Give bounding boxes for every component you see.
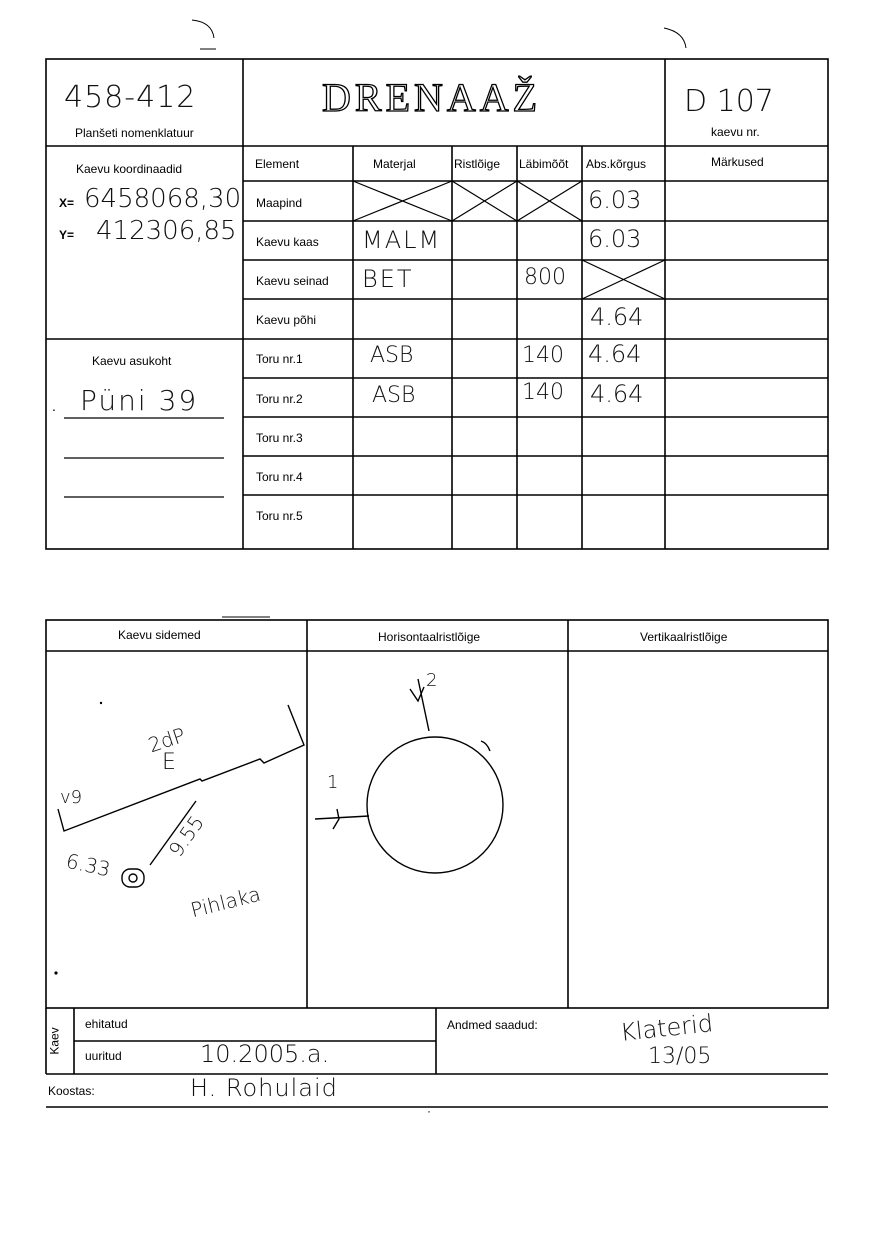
kaev-group-label: Kaev: [47, 1027, 62, 1055]
data-source-value-2: 13/05: [648, 1044, 712, 1069]
row-label-toru-3: Toru nr.3: [256, 431, 303, 445]
page-title: DRENAAŽ: [322, 75, 542, 120]
x-prefix: X=: [59, 196, 75, 210]
sketch-street: Pihlaka: [188, 881, 264, 923]
col-label-sidemed: Kaevu sidemed: [118, 628, 201, 642]
sketch-dim-well: 6.33: [63, 848, 113, 882]
col-header-markused: Märkused: [711, 155, 764, 169]
uuritud-value: 10.2005.a.: [200, 1040, 330, 1068]
sketch-dim-top: 2dP: [145, 722, 189, 758]
toru-1-abs: 4.64: [588, 340, 642, 368]
data-source-value-1: Klaterid: [618, 1009, 715, 1047]
row-label-kaevu-pohi: Kaevu põhi: [256, 313, 317, 327]
row-label-kaevu-seinad: Kaevu seinad: [256, 274, 329, 288]
pipe-2-label: 2: [426, 670, 438, 691]
coordinates-label: Kaevu koordinaadid: [76, 162, 183, 176]
location-address: Püni 39: [80, 384, 199, 417]
toru-2-abs: 4.64: [590, 380, 644, 408]
toru-2-materjal: ASB: [372, 383, 416, 408]
toru-1-labimoot: 140: [522, 343, 564, 368]
col-label-horisontaal: Horisontaalristlõige: [378, 630, 481, 644]
sheet-label: Planšeti nomenklatuur: [75, 126, 194, 140]
row-label-toru-2: Toru nr.2: [256, 392, 303, 406]
stray-dot: ·: [427, 1104, 431, 1118]
location-bullet: .: [52, 398, 56, 414]
horizontal-section-drawing: [307, 651, 568, 1008]
col-header-materjal: Materjal: [373, 157, 416, 171]
sketch-dim-left: v9: [60, 787, 83, 808]
kaevu-kaas-materjal: MALM: [362, 226, 442, 254]
col-header-abs-korgus: Abs.kõrgus: [586, 157, 647, 171]
y-value: 412306,85: [96, 216, 237, 246]
well-number: D 107: [684, 84, 774, 119]
x-value: 6458068,30: [84, 184, 242, 214]
kaevu-seinad-labimoot: 800: [524, 265, 566, 290]
koostas-value: H. Rohulaid: [190, 1074, 338, 1102]
col-header-ristloige: Ristlõige: [454, 157, 501, 171]
uuritud-label: uuritud: [85, 1049, 122, 1063]
col-label-vertikaal: Vertikaalristlõige: [640, 630, 728, 644]
row-label-maapind: Maapind: [256, 196, 303, 210]
kaevu-kaas-abs: 6.03: [588, 225, 642, 253]
row-label-toru-5: Toru nr.5: [256, 509, 303, 523]
well-number-label: kaevu nr.: [711, 125, 760, 139]
koostas-label: Koostas:: [48, 1084, 95, 1098]
toru-2-labimoot: 140: [522, 380, 564, 405]
col-header-labimoot: Läbimõõt: [519, 157, 569, 171]
kaevu-seinad-materjal: BET: [362, 265, 414, 293]
data-source-label: Andmed saadud:: [447, 1018, 538, 1032]
sketch-dim-diag: 9.55: [163, 810, 209, 862]
sheet-code: 458-412: [64, 80, 197, 115]
col-header-element: Element: [255, 157, 300, 171]
row-label-toru-4: Toru nr.4: [256, 470, 303, 484]
maapind-abs: 6.03: [588, 186, 642, 214]
row-label-toru-1: Toru nr.1: [256, 352, 303, 366]
toru-1-materjal: ASB: [370, 343, 414, 368]
sketch-dim-top-sub: E: [162, 750, 176, 775]
pipe-1-label: 1: [327, 772, 339, 793]
y-prefix: Y=: [59, 228, 75, 242]
row-label-kaevu-kaas: Kaevu kaas: [256, 235, 319, 249]
location-label: Kaevu asukoht: [92, 354, 172, 368]
ehitatud-label: ehitatud: [85, 1017, 128, 1031]
kaevu-pohi-abs: 4.64: [590, 303, 644, 331]
